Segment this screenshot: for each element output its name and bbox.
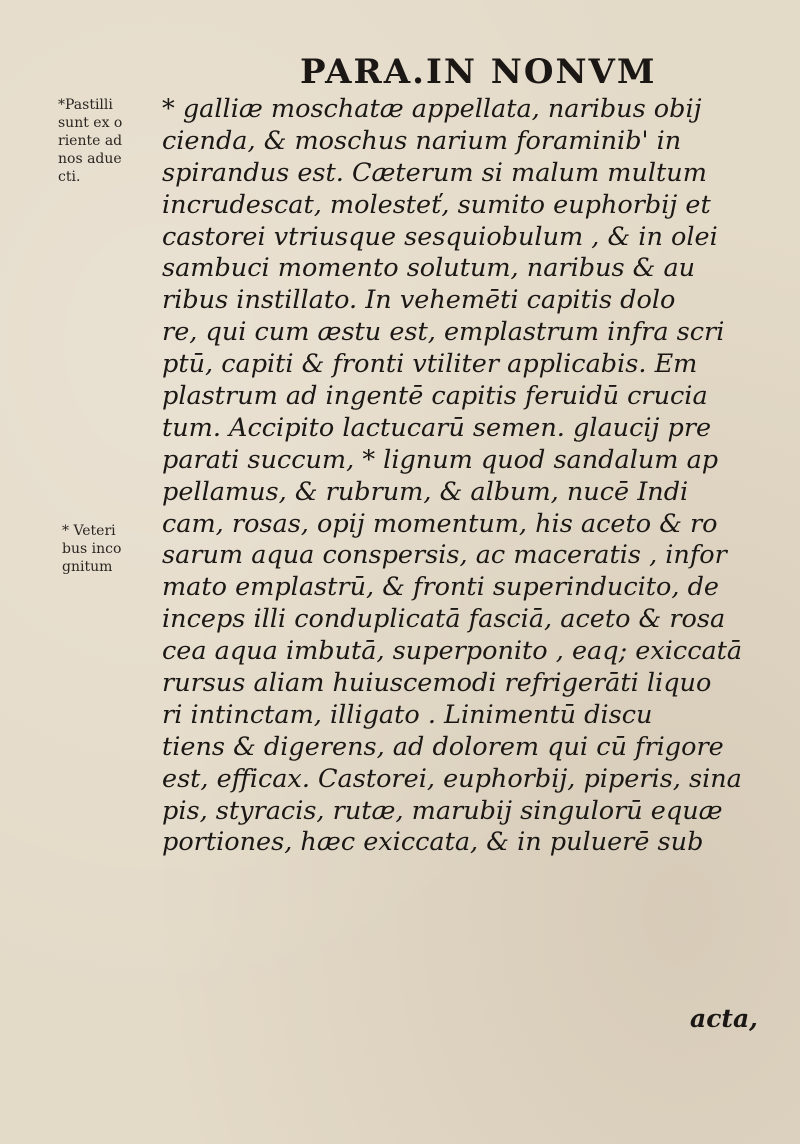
text-line: re, qui cum æstu est, emplastrum infra scri [162, 317, 725, 348]
text-line: ribus instillato. In vehemēti capitis dolo [162, 285, 676, 316]
text-line: ri intinctam, illigato . Linimentū discu [162, 699, 653, 730]
text-line: spirandus est. Cæterum si malum multum [162, 157, 707, 188]
margin-note-line: gnitum [62, 559, 113, 575]
text-line: pis, styracis, rutæ, marubij singulorū equæ [162, 795, 723, 826]
text-line: mato emplastrū, & fronti superinducito, de [162, 572, 720, 603]
text-line: cienda, & moschus narium foraminib' in [162, 125, 682, 156]
text-line: rursus aliam huiuscemodi refrigerāti liquo [162, 668, 712, 699]
text-line: tum. Accipito lactucarū semen. glaucij pre [162, 412, 712, 443]
margin-note-pastilli [58, 96, 122, 186]
text-line: portiones, hæc exiccata, & in puluerē sub [162, 827, 704, 858]
catchword: acta, [690, 1004, 758, 1033]
text-line: tiens & digerens, ad dolorem qui cū frigore [162, 731, 724, 762]
running-header: PARA.IN NONVM [300, 52, 657, 92]
margin-note-line: sunt ex o [58, 115, 123, 131]
text-line: ptū, capiti & fronti vtiliter applicabis. Em [162, 349, 698, 380]
text-line: plastrum ad ingentē capitis feruidū crucia [162, 381, 708, 412]
text-line: parati succum, * lignum quod sandalum ap [162, 444, 719, 475]
text-line: cea aqua imbutā, superponito , eaq; exiccatā [162, 636, 743, 667]
body-text [162, 94, 772, 859]
text-line: sambuci momento solutum, naribus & au [162, 253, 696, 284]
text-line: inceps illi conduplicatā fasciā, aceto & rosa [162, 604, 726, 635]
margin-note-line: bus inco [62, 541, 122, 557]
text-line: est, efficax. Castorei, euphorbij, piperis, sina [162, 763, 742, 794]
margin-note-line: riente ad [58, 133, 123, 149]
margin-note-line: * Veteri [62, 523, 116, 539]
text-line: sarum aqua conspersis, ac maceratis , infor [162, 540, 727, 571]
text-line: pellamus, & rubrum, & album, nucē Indi [162, 476, 689, 507]
margin-note-line: *Pastilli [58, 97, 113, 113]
text-line: * galliæ moschatæ appellata, naribus obij [162, 94, 702, 124]
text-line: castorei vtriusque sesquiobulum , & in olei [162, 221, 718, 252]
text-line: cam, rosas, opij momentum, his aceto & ro [162, 508, 718, 539]
margin-note-line: cti. [58, 169, 81, 185]
margin-note-veteribus [62, 522, 121, 576]
text-line: incrudescat, molesteť, sumito euphorbij et [162, 189, 711, 220]
margin-note-line: nos adue [58, 151, 122, 167]
